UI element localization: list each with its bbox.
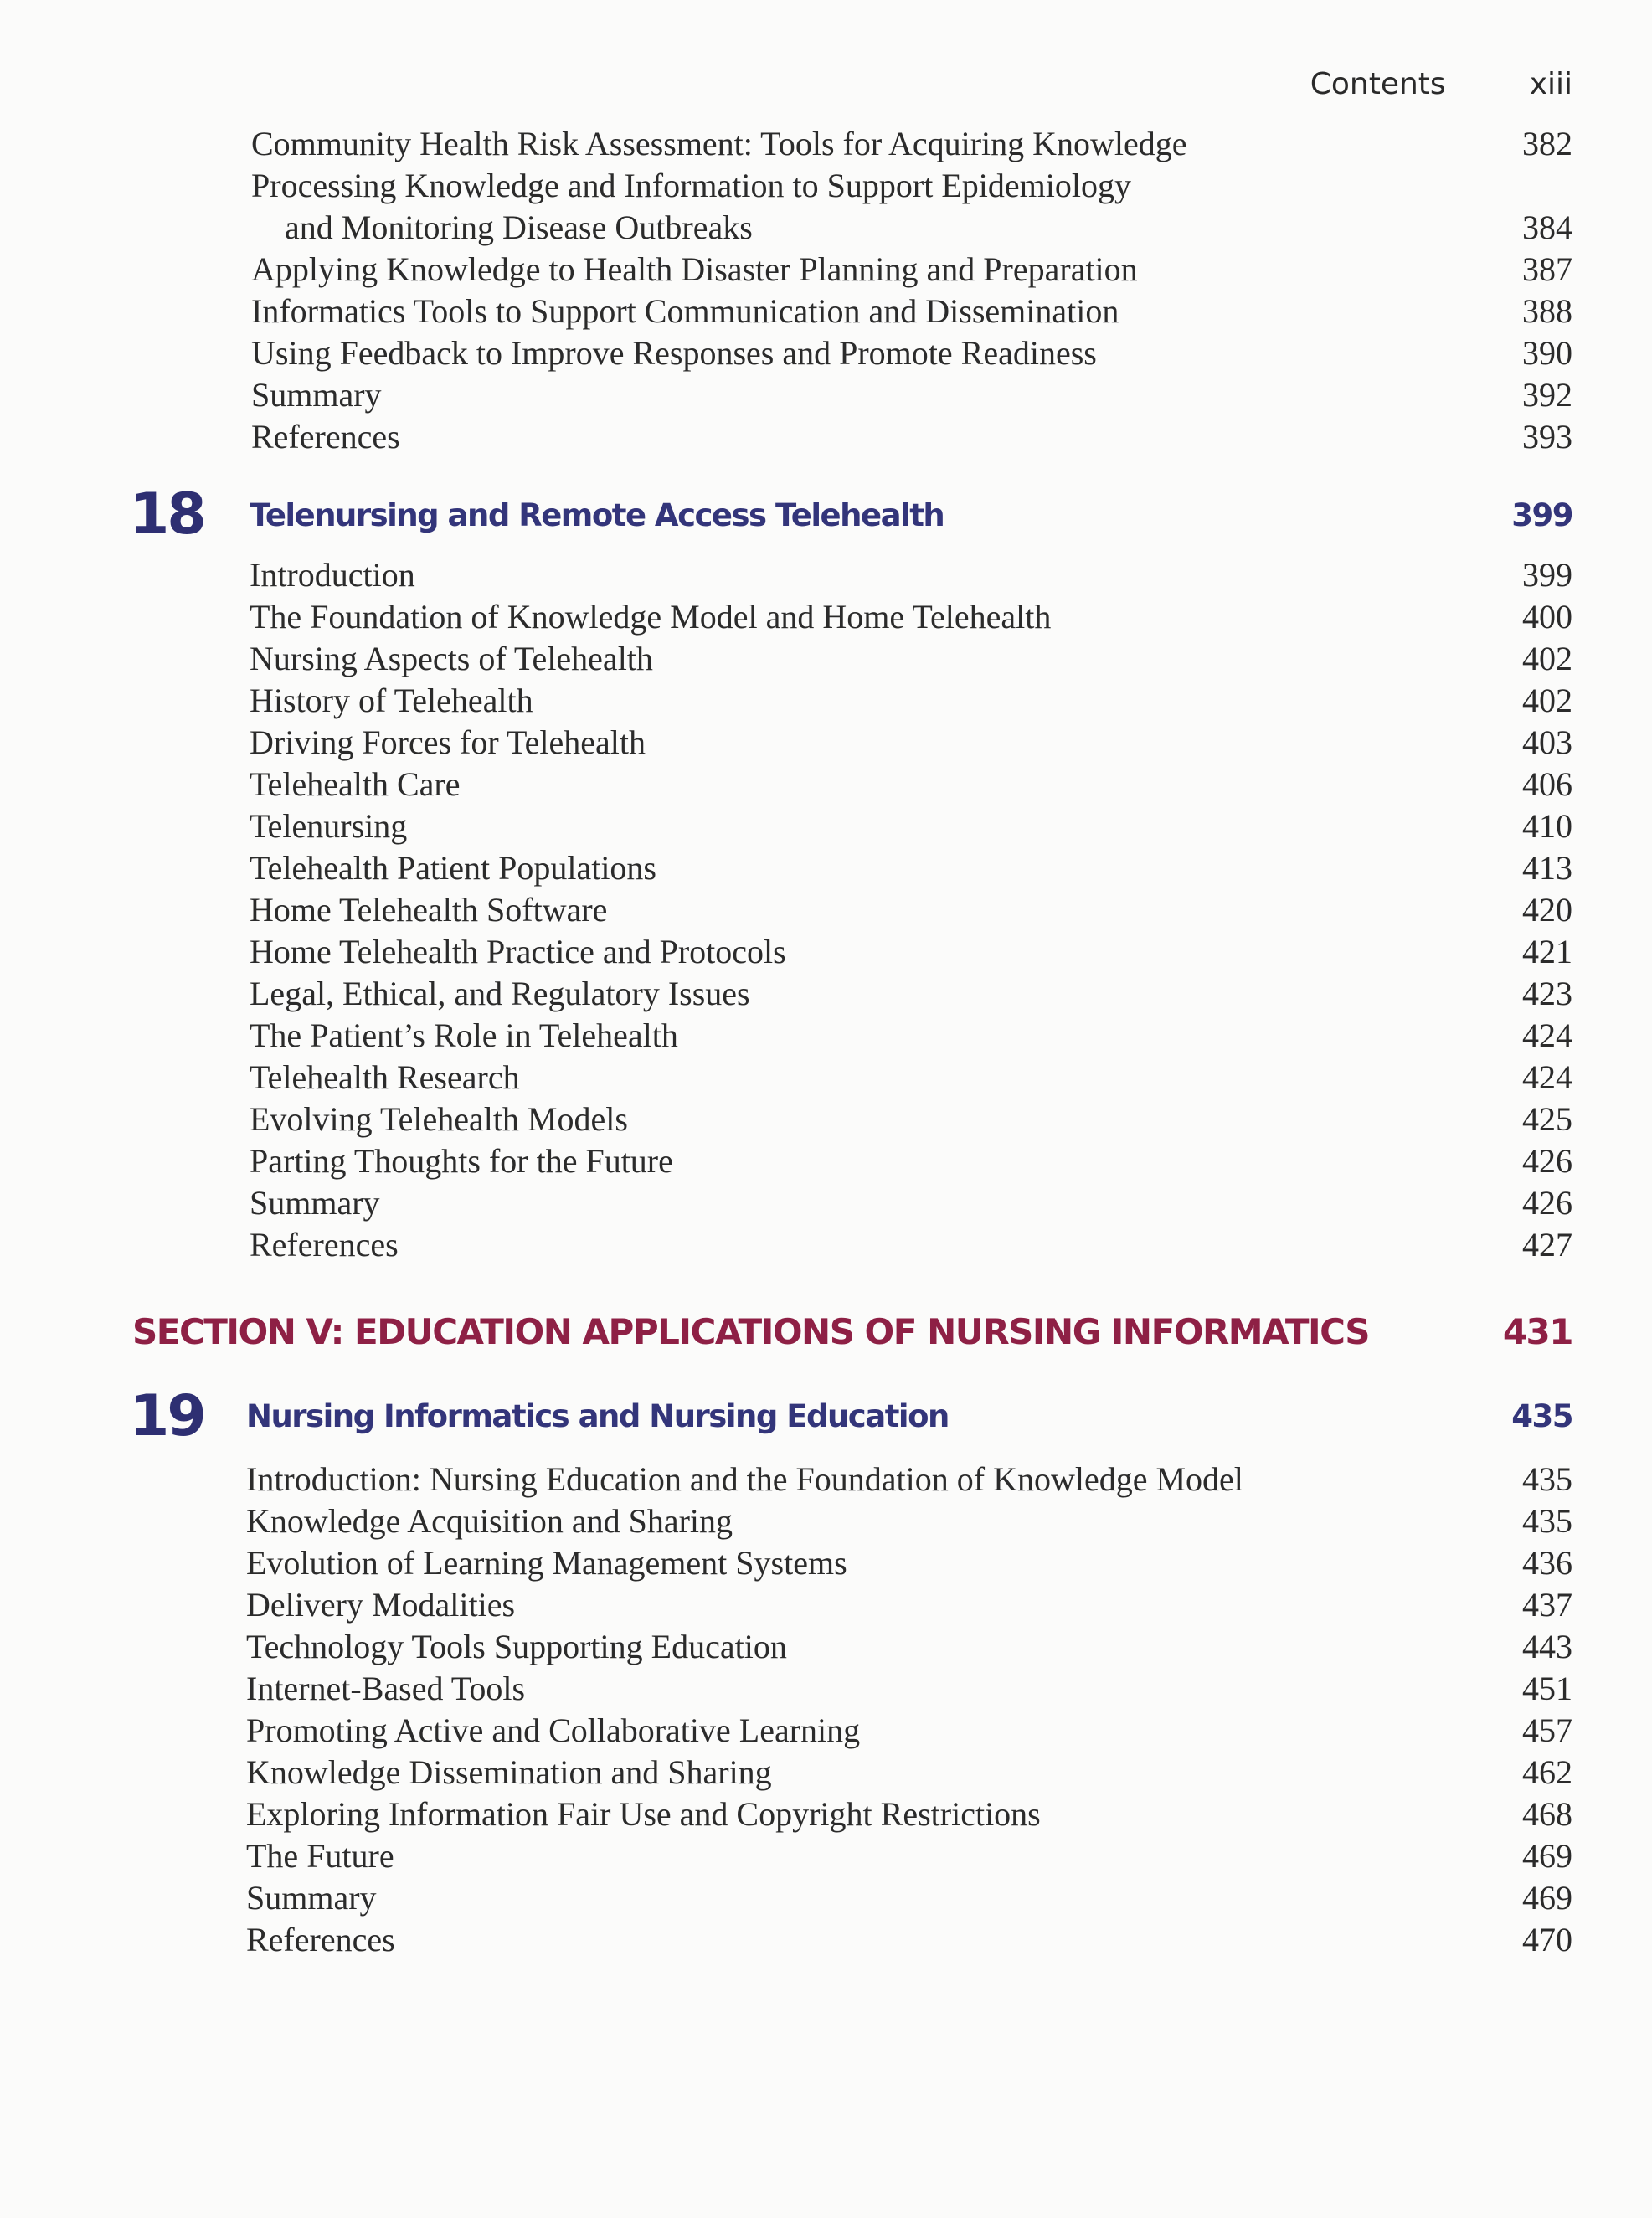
toc-entry[interactable] <box>0 165 1572 207</box>
chapter-18-heading[interactable] <box>0 497 1572 533</box>
toc-entry-title: Internet-Based Tools <box>246 1670 526 1707</box>
toc-entry-page: 435 <box>1522 1502 1572 1540</box>
toc-entry-page: 423 <box>1522 975 1572 1012</box>
toc-entry[interactable] <box>0 596 1572 638</box>
toc-entry-title: Home Telehealth Practice and Protocols <box>250 933 786 970</box>
toc-entry-page: 392 <box>1522 376 1572 414</box>
page-number: xiii <box>1529 67 1572 101</box>
toc-entry-title: Knowledge Acquisition and Sharing <box>246 1502 733 1540</box>
toc-entry-page: 469 <box>1522 1879 1572 1917</box>
section-title: SECTION V: EDUCATION APPLICATIONS OF NURSING INFORMATICS <box>132 1311 1369 1352</box>
toc-entry-title: The Future <box>246 1837 394 1875</box>
toc-entry-title: Evolving Telehealth Models <box>250 1100 628 1138</box>
toc-entry-title: References <box>250 1226 399 1263</box>
toc-entry[interactable] <box>0 847 1572 889</box>
toc-entry[interactable] <box>0 249 1572 291</box>
toc-entry-page: 413 <box>1522 849 1572 887</box>
toc-entry-page: 382 <box>1522 125 1572 162</box>
toc-entry[interactable] <box>0 1542 1572 1584</box>
toc-entry[interactable] <box>0 332 1572 374</box>
toc-entry-page: 427 <box>1522 1226 1572 1263</box>
toc-entry-page: 436 <box>1522 1544 1572 1582</box>
section-page: 431 <box>1502 1311 1572 1352</box>
toc-entry-title: Telehealth Patient Populations <box>250 849 656 887</box>
toc-entry-title: Technology Tools Supporting Education <box>246 1628 787 1665</box>
toc-entry-page: 387 <box>1522 250 1572 288</box>
toc-entry[interactable] <box>0 680 1572 722</box>
toc-entry-title: Legal, Ethical, and Regulatory Issues <box>250 975 750 1012</box>
toc-entry[interactable] <box>0 1919 1572 1961</box>
toc-entry[interactable] <box>0 1877 1572 1919</box>
toc-entry-page: 399 <box>1522 556 1572 594</box>
toc-entry[interactable] <box>0 1668 1572 1710</box>
section-heading[interactable] <box>132 1311 1572 1352</box>
toc-entry-title: Processing Knowledge and Information to Support Epidemiology <box>251 167 1131 204</box>
toc-entry-page: 410 <box>1522 807 1572 845</box>
chapter-19-number: 19 <box>130 1383 204 1449</box>
toc-entry[interactable] <box>0 1140 1572 1182</box>
toc-entry-title: Home Telehealth Software <box>250 891 608 929</box>
toc-entry-title: The Patient’s Role in Telehealth <box>250 1016 678 1054</box>
toc-entry-page: 426 <box>1522 1184 1572 1222</box>
toc-entry[interactable] <box>0 1224 1572 1266</box>
toc-entry-title: Telehealth Care <box>250 765 461 803</box>
toc-entry-title: Informatics Tools to Support Communication and Dissemination <box>251 292 1119 330</box>
toc-entry-page: 451 <box>1522 1670 1572 1707</box>
toc-entry[interactable] <box>0 1500 1572 1542</box>
toc-entry-title: History of Telehealth <box>250 682 533 719</box>
chapter-19-page: 435 <box>1511 1398 1572 1434</box>
toc-entry[interactable] <box>0 123 1572 165</box>
toc-entry[interactable] <box>0 416 1572 458</box>
toc-entry[interactable] <box>0 1099 1572 1140</box>
toc-entry-page: 390 <box>1522 334 1572 372</box>
toc-entry-title: Telehealth Research <box>250 1058 520 1096</box>
toc-entry[interactable] <box>0 1752 1572 1793</box>
toc-entry[interactable] <box>0 1835 1572 1877</box>
toc-entry-page: 443 <box>1522 1628 1572 1665</box>
toc-entry-page: 402 <box>1522 640 1572 677</box>
toc-entry-page <box>1489 165 1572 207</box>
toc-entry-page: 424 <box>1522 1058 1572 1096</box>
toc-entry-title: Summary <box>251 376 382 414</box>
toc-entry-page: 420 <box>1522 891 1572 929</box>
toc-entry-title: Community Health Risk Assessment: Tools for Acquiring Knowledge <box>251 125 1187 162</box>
toc-entry[interactable] <box>0 554 1572 596</box>
toc-entry-page: 400 <box>1522 598 1572 636</box>
toc-entry-page: 403 <box>1522 723 1572 761</box>
toc-entry[interactable] <box>0 1626 1572 1668</box>
toc-entry-title: Nursing Aspects of Telehealth <box>250 640 653 677</box>
chapter-18-number: 18 <box>130 481 204 548</box>
toc-entry-page: 469 <box>1522 1837 1572 1875</box>
toc-entry-title: Driving Forces for Telehealth <box>250 723 646 761</box>
toc-entry[interactable] <box>0 1793 1572 1835</box>
toc-entry-title: Promoting Active and Collaborative Learning <box>246 1711 861 1749</box>
toc-entry-page: 384 <box>1522 208 1572 246</box>
toc-entry-title: Evolution of Learning Management Systems <box>246 1544 847 1582</box>
toc-entry-page: 468 <box>1522 1795 1572 1833</box>
toc-entry-page: 393 <box>1522 418 1572 455</box>
toc-entry-title: Telenursing <box>250 807 408 845</box>
chapter-19-title: Nursing Informatics and Nursing Education <box>246 1398 949 1434</box>
toc-entry-page: 406 <box>1522 765 1572 803</box>
chapter-18-page: 399 <box>1511 497 1572 533</box>
toc-entry[interactable] <box>0 889 1572 931</box>
toc-entry[interactable] <box>0 722 1572 764</box>
toc-entry-title: Exploring Information Fair Use and Copyright Restrictions <box>246 1795 1041 1833</box>
toc-entry-title: The Foundation of Knowledge Model and Home Telehealth <box>250 598 1052 636</box>
toc-entry-title: Knowledge Dissemination and Sharing <box>246 1753 772 1791</box>
toc-entry-page: 424 <box>1522 1016 1572 1054</box>
running-head-label: Contents <box>1310 67 1446 101</box>
toc-entry[interactable] <box>0 1459 1572 1500</box>
toc-entry-title: References <box>246 1921 395 1958</box>
toc-entry[interactable] <box>0 1710 1572 1752</box>
toc-entry-page: 425 <box>1522 1100 1572 1138</box>
toc-entry[interactable] <box>0 1057 1572 1099</box>
toc-entry-page: 421 <box>1522 933 1572 970</box>
toc-entry-page: 470 <box>1522 1921 1572 1958</box>
toc-entry[interactable] <box>0 1015 1572 1057</box>
toc-entry-title: and Monitoring Disease Outbreaks <box>251 208 753 246</box>
toc-entry[interactable] <box>0 374 1572 416</box>
toc-entry-title: Summary <box>246 1879 377 1917</box>
toc-entry-page: 435 <box>1522 1460 1572 1498</box>
toc-entry[interactable] <box>0 291 1572 332</box>
toc-entry-title: Summary <box>250 1184 380 1222</box>
toc-entry-title: Introduction: Nursing Education and the Foundation of Knowledge Model <box>246 1460 1243 1498</box>
toc-entry[interactable] <box>0 931 1572 973</box>
toc-entry-title: Delivery Modalities <box>246 1586 516 1624</box>
toc-entry[interactable] <box>0 1182 1572 1224</box>
toc-entry[interactable] <box>0 805 1572 847</box>
toc-entry[interactable] <box>0 764 1572 805</box>
toc-entry[interactable] <box>0 1584 1572 1626</box>
toc-entry[interactable] <box>0 207 1572 249</box>
toc-entry-page: 388 <box>1522 292 1572 330</box>
toc-entry-title: Using Feedback to Improve Responses and Promote Readiness <box>251 334 1097 372</box>
toc-entry[interactable] <box>0 638 1572 680</box>
running-head <box>1310 67 1572 101</box>
toc-entry-page: 457 <box>1522 1711 1572 1749</box>
toc-entry-page: 426 <box>1522 1142 1572 1180</box>
toc-entry-title: Parting Thoughts for the Future <box>250 1142 673 1180</box>
toc-entry-title: Applying Knowledge to Health Disaster Planning and Preparation <box>251 250 1138 288</box>
toc-entry-title: Introduction <box>250 556 415 594</box>
toc-entry-page: 402 <box>1522 682 1572 719</box>
toc-entry[interactable] <box>0 973 1572 1015</box>
toc-entry-page: 462 <box>1522 1753 1572 1791</box>
chapter-18-title: Telenursing and Remote Access Telehealth <box>250 497 944 533</box>
toc-entry-title: References <box>251 418 400 455</box>
chapter-19-heading[interactable] <box>0 1398 1572 1434</box>
toc-entry-page: 437 <box>1522 1586 1572 1624</box>
